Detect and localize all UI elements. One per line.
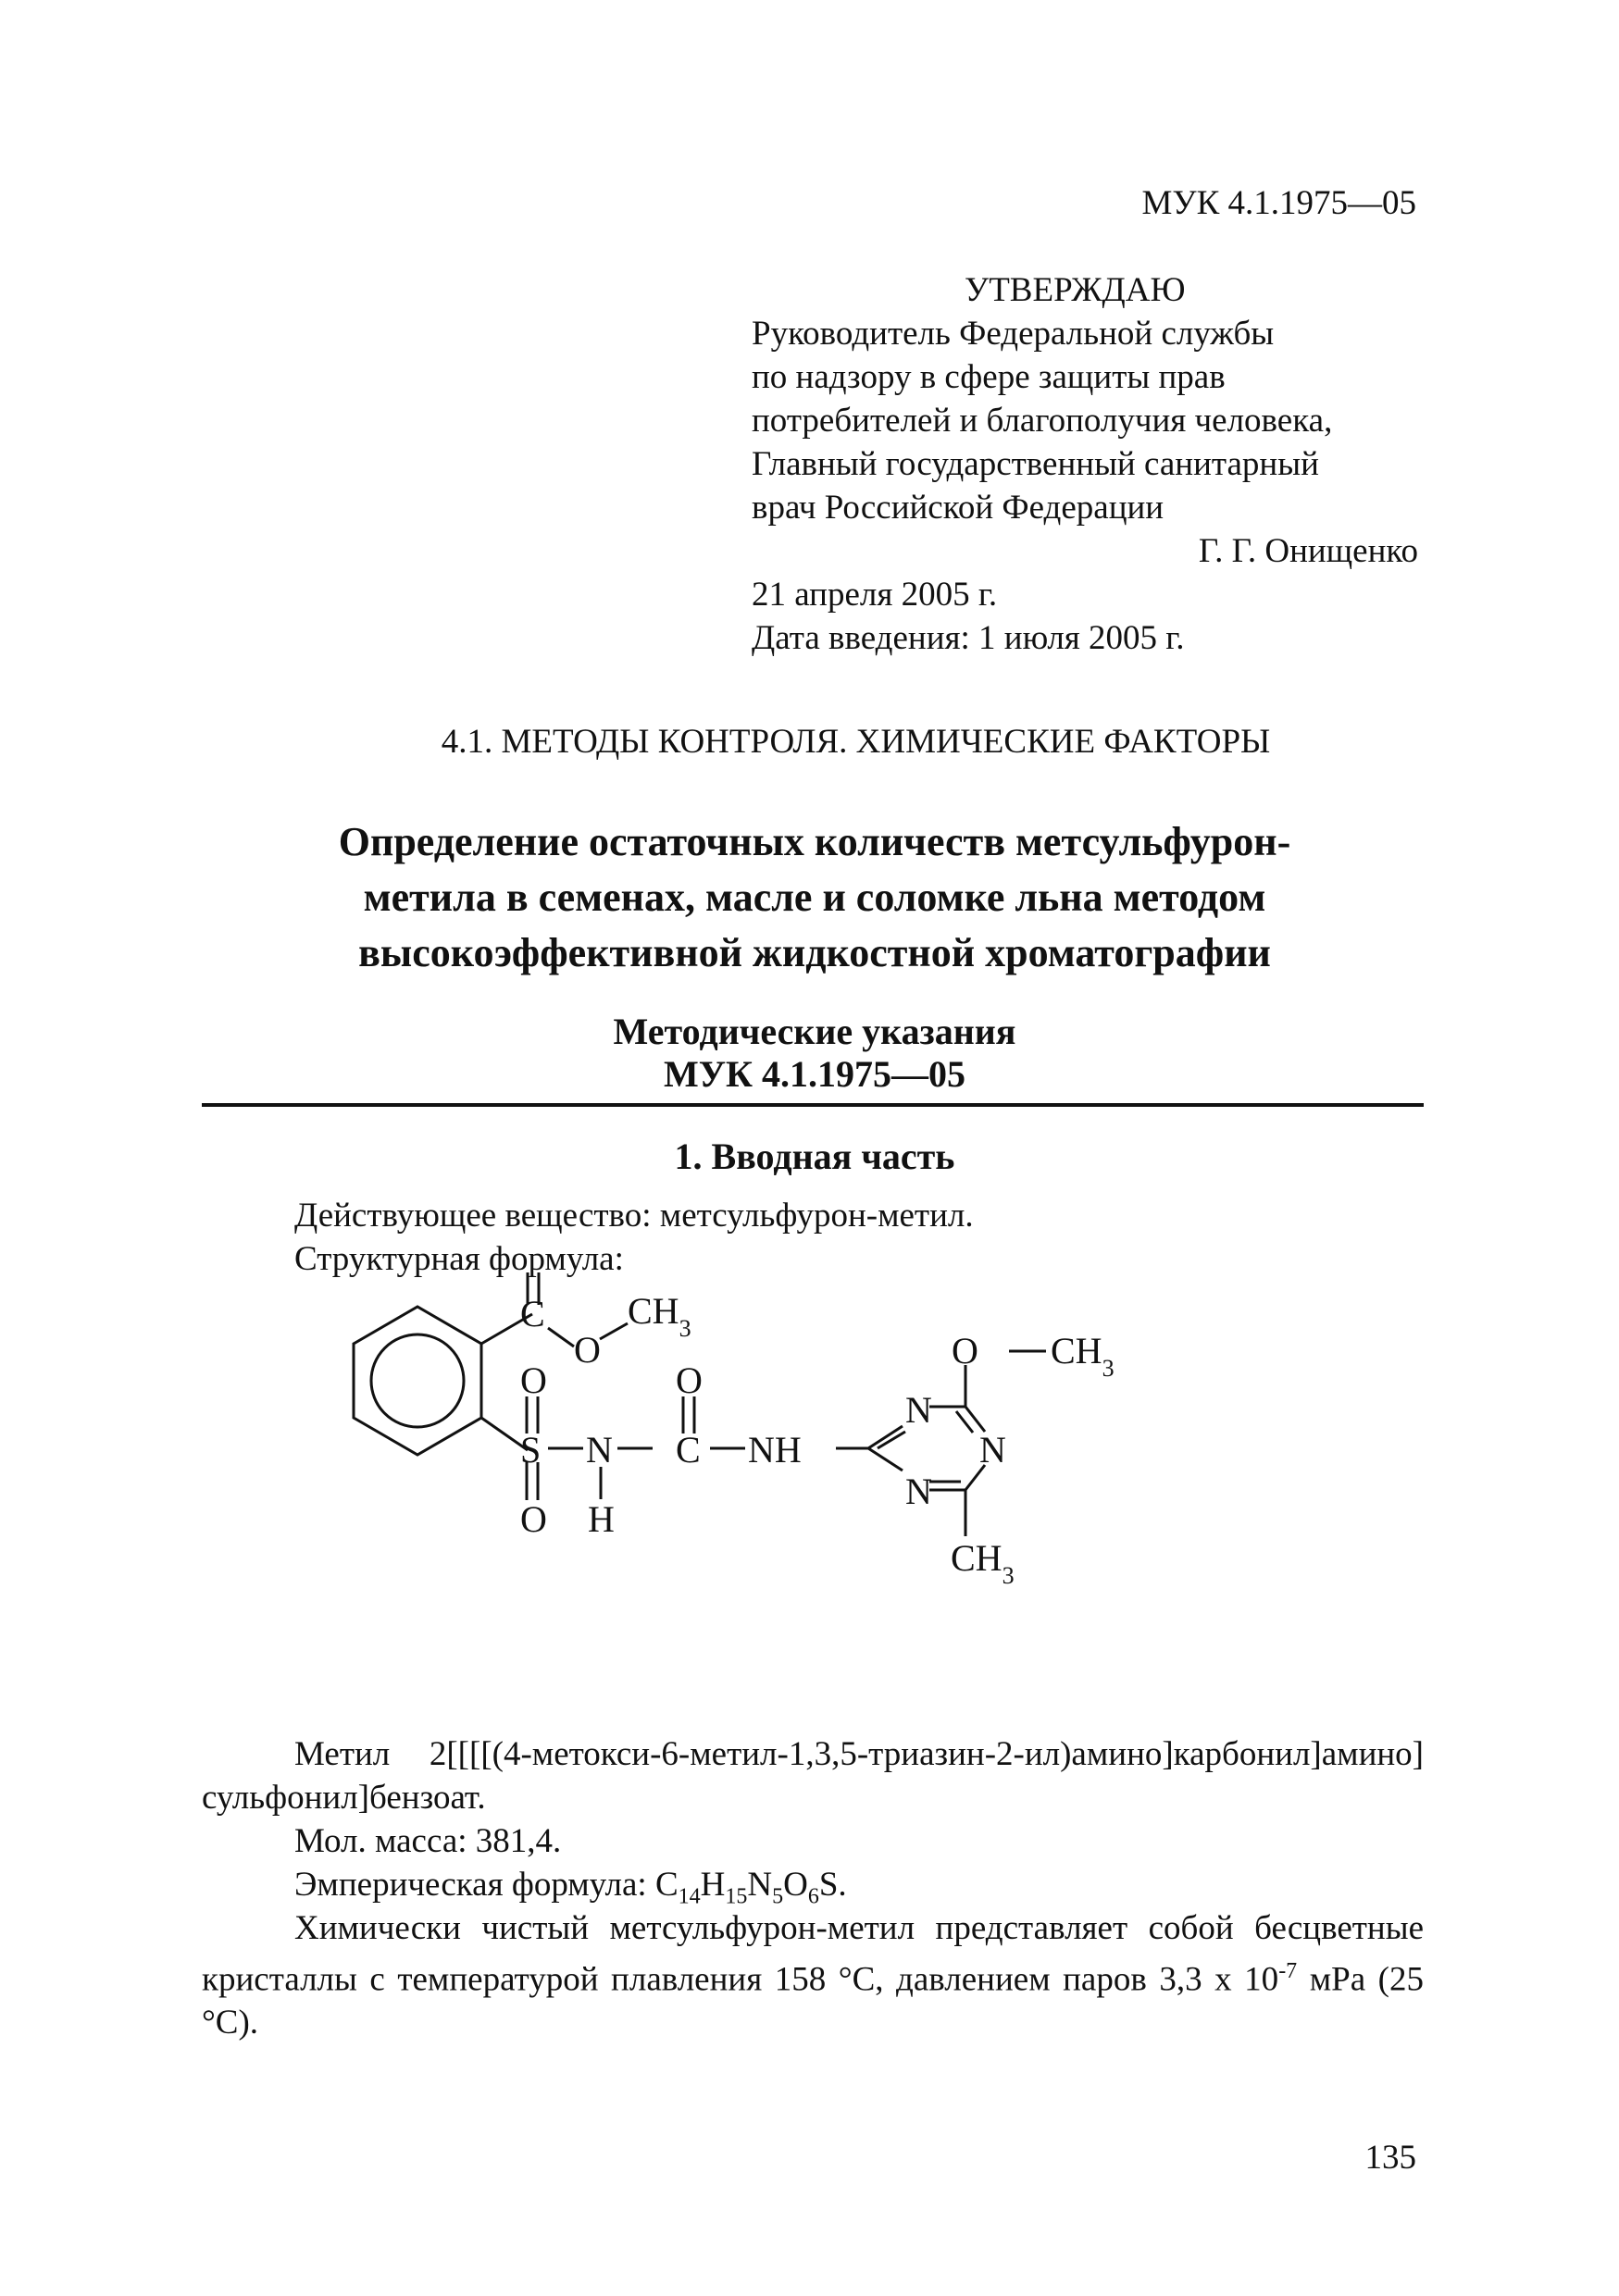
methoxy-oxygen: O [952, 1330, 978, 1371]
structural-formula-label: Структурная формула: [294, 1240, 624, 1278]
approval-line-4: Главный государственный санитарный [752, 445, 1319, 483]
molecular-mass: Мол. масса: 381,4. [294, 1822, 562, 1860]
introduction-date: Дата введения: 1 июля 2005 г. [752, 619, 1185, 657]
chemical-name: Метил 2[[[[(4-метокси-6-метил-1,3,5-триазин-2-ил)амино]карбонил]амино] сульфонил]бензоат. [202, 1735, 1424, 1817]
empirical-formula: Эмперическая формула: $C_{14}H_{15}N_5O_6S$. [294, 1866, 847, 1909]
approval-line-3: потребителей и благополучия человека, [752, 402, 1333, 440]
ester-oxygen: O [574, 1329, 601, 1371]
urea-carbon: C [676, 1429, 701, 1471]
sulfonyl-oxygen-bottom: O [520, 1498, 547, 1540]
ester-methyl: $CH_3$ [628, 1290, 691, 1342]
physical-description: Химически чистый метсульфурон-метил представляет собой бесцветные кристаллы с температурой плавления 158 °С, давлением паров 3,3 х $10^{-7}$ мРа (25 °С). [202, 1909, 1424, 2042]
triazine-nitrogen-2: N [979, 1429, 1006, 1471]
title-line-1: Определение остаточных количеств метсульфурон- [338, 819, 1291, 864]
ester-carbon: C [520, 1293, 545, 1334]
subtitle-line-2: МУК 4.1.1975—05 [663, 1053, 966, 1095]
approval-line-2: по надзору в сфере защиты прав [752, 358, 1226, 396]
sulfur-atom: S [520, 1429, 542, 1471]
benzene-aromatic-circle [371, 1334, 464, 1427]
subtitle-line-1: Методические указания [613, 1011, 1016, 1052]
document-subtitle [213, 1011, 1416, 1096]
horizontal-rule [202, 1103, 1424, 1107]
triazine-methyl: $CH_3$ [951, 1537, 1015, 1589]
amide-hydrogen: H [588, 1498, 615, 1540]
active-substance: Действующее вещество: метсульфурон-метил. [294, 1197, 974, 1235]
benzene-ring [354, 1307, 481, 1455]
approval-line-5: врач Российской Федерации [752, 489, 1164, 527]
ester-carbonyl-oxygen [521, 1272, 548, 1273]
triazine-nitrogen-1: N [905, 1389, 932, 1431]
triazine-nitrogen-3: N [905, 1471, 932, 1512]
title-line-3: высокоэффективной жидкостной хроматографии [358, 930, 1271, 975]
structural-formula [305, 1272, 1231, 1735]
title-line-2: метила в семенах, масле и соломке льна методом [363, 875, 1266, 920]
approve-word: УТВЕРЖДАЮ [965, 271, 1186, 309]
approval-date: 21 апреля 2005 г. [752, 576, 998, 614]
section-heading: 4.1. МЕТОДЫ КОНТРОЛЯ. ХИМИЧЕСКИЕ ФАКТОРЫ [441, 723, 1271, 761]
amine-nh: NH [748, 1429, 802, 1471]
document-title [213, 814, 1416, 981]
document-code: МУК 4.1.1975—05 [1141, 184, 1416, 222]
sulfonyl-oxygen-top: O [520, 1359, 547, 1401]
methoxy-methyl: $CH_3$ [1051, 1330, 1115, 1382]
intro-heading: 1. Вводная часть [674, 1136, 955, 1177]
approval-block [752, 268, 1418, 660]
urea-oxygen: O [676, 1359, 703, 1401]
amide-nitrogen: N [586, 1429, 613, 1471]
page-number: 135 [1364, 2139, 1416, 2177]
approval-line-1: Руководитель Федеральной службы [752, 315, 1275, 353]
signatory-name: Г. Г. Онищенко [1198, 532, 1418, 570]
